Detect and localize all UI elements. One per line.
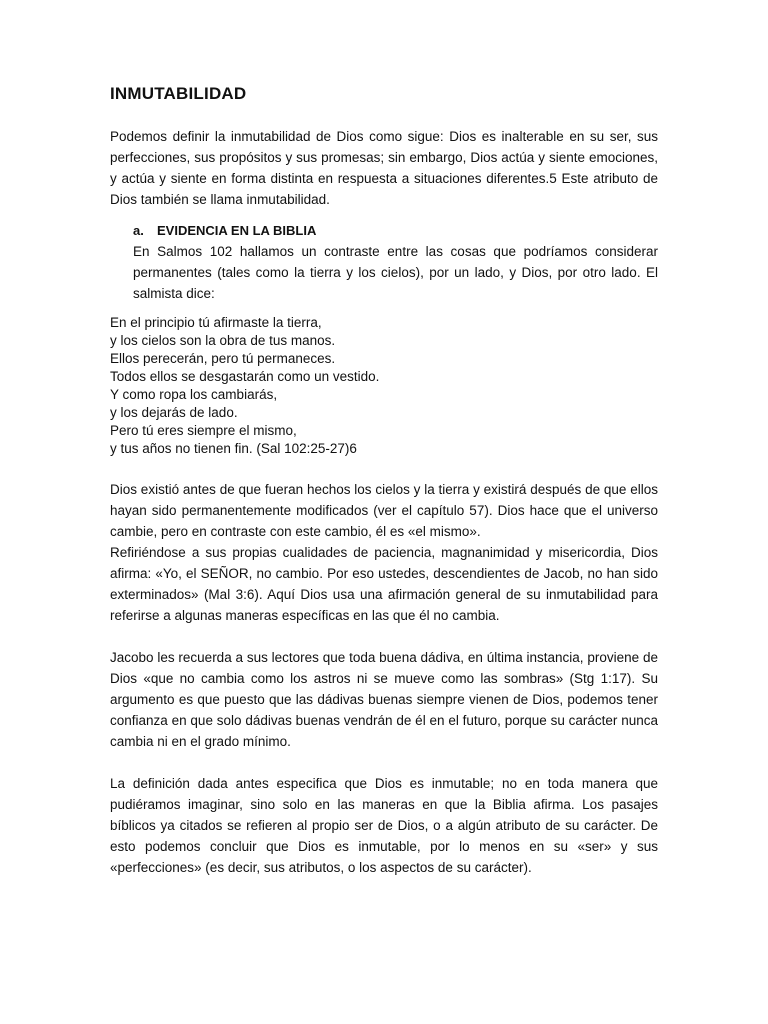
- body-paragraph: Jacobo les recuerda a sus lectores que toda buena dádiva, en última instancia, proviene de Dios «que no cambia como los astros ni se mueve como las sombras» (Stg 1:17). Su argumento es que puesto que las dádivas buenas siempre vienen de Dios, podemos tener confianza en que solo dádivas buenas vendrán de él en el futuro, porque su carácter nunca cambia ni en el grado mínimo.: [110, 650, 658, 749]
- psalm-quote: [110, 314, 658, 458]
- section-marker: a.: [133, 223, 144, 238]
- section-heading: [133, 220, 658, 241]
- quote-line: y los cielos son la obra de tus manos.: [110, 333, 336, 348]
- spacer: [110, 626, 658, 647]
- body-paragraph: La definición dada antes especifica que Dios es inmutable; no en toda manera que pudiéramos imaginar, sino solo en las maneras en que la Biblia afirma. Los pasajes bíblicos ya citados se refieren al propio ser de Dios, o a algún atributo de su carácter. De esto podemos concluir que Dios es inmutable, por lo menos en su «ser» y sus «perfecciones» (es decir, sus atributos, o los aspectos de su carácter).: [110, 776, 658, 875]
- body-paragraph: Dios existió antes de que fueran hechos los cielos y la tierra y existirá después de que ellos hayan sido permanentemente modificados (ver el capítulo 57). Dios hace que el universo cambie, pero en contraste con este cambio, él es «el mismo».: [110, 482, 658, 539]
- quote-line: Y como ropa los cambiarás,: [110, 387, 278, 402]
- spacer: [110, 458, 658, 479]
- section-evidence: [133, 220, 658, 304]
- document-content: [110, 84, 658, 878]
- quote-line: Ellos perecerán, pero tú permaneces.: [110, 351, 336, 366]
- body-paragraph: Refiriéndose a sus propias cualidades de paciencia, magnanimidad y misericordia, Dios afirma: «Yo, el SEÑOR, no cambio. Por eso ustedes, descendientes de Jacob, no han sido exterminados» (Mal 3:6). Aquí Dios usa una afirmación general de su inmutabilidad para referirse a algunas maneras específicas en las que él no cambia.: [110, 545, 658, 623]
- quote-line: En el principio tú afirmaste la tierra,: [110, 315, 322, 330]
- quote-line: Pero tú eres siempre el mismo,: [110, 423, 297, 438]
- quote-line: Todos ellos se desgastarán como un vestido.: [110, 369, 380, 384]
- quote-line: y tus años no tienen fin. (Sal 102:25-27)6: [110, 441, 357, 456]
- section-heading-text: EVIDENCIA EN LA BIBLIA: [157, 223, 317, 238]
- page-title: INMUTABILIDAD: [110, 84, 247, 103]
- spacer: [110, 752, 658, 773]
- section-paragraph: En Salmos 102 hallamos un contraste entre las cosas que podríamos considerar permanentes (tales como la tierra y los cielos), por un lado, y Dios, por otro lado. El salmista dice:: [133, 244, 658, 301]
- quote-line: y los dejarás de lado.: [110, 405, 238, 420]
- intro-paragraph: Podemos definir la inmutabilidad de Dios como sigue: Dios es inalterable en su ser, sus perfecciones, sus propósitos y sus promesas; sin embargo, Dios actúa y siente emociones, y actúa y siente en forma distinta en respuesta a situaciones diferentes.5 Este atributo de Dios también se llama inmutabilidad.: [110, 129, 658, 207]
